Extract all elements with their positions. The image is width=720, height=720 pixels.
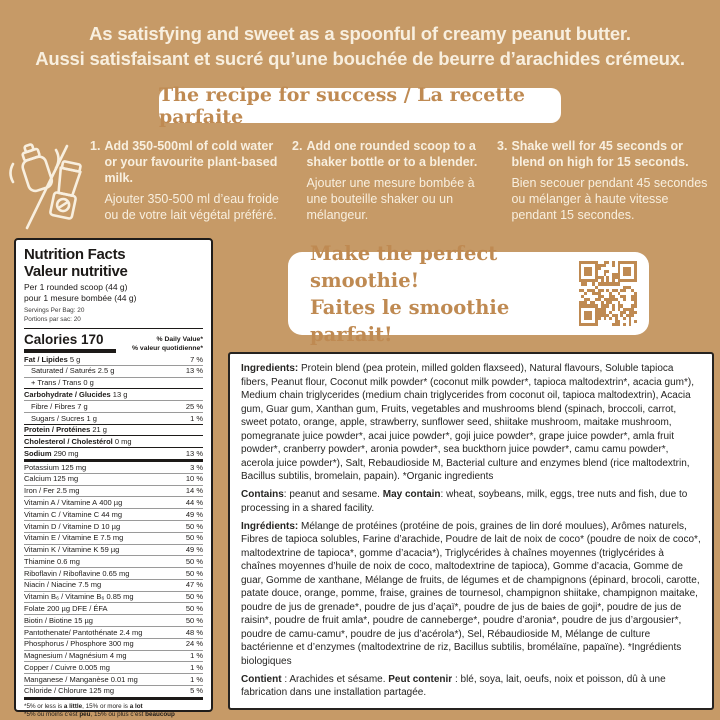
smoothie-callout — [288, 241, 649, 346]
step-1 — [90, 138, 288, 223]
step-1-text-fr: Ajouter 350-500 ml d’eau froide ou de votre lait végétal préféré. — [104, 192, 279, 222]
calories-row — [24, 332, 203, 353]
nutrient-row: Niacin / Niacine 7.5 mg 47 % — [24, 580, 203, 592]
daily-value-header: % Daily Value* % valeur quotidienne* — [131, 336, 203, 352]
nutrient-row: Thiamine 0.6 mg 50 % — [24, 556, 203, 568]
ingredients-fr: Ingrédients: Mélange de protéines (protéine de pois, graines de lin doré moulues), Arômes naturels, Fibres de tapioca solubles, Farine d’arachide, Poudre de lait de noix de coco* (poudre de noix de coco*, maltodextrine de tapioca*, gomme d’acacia*), Triglycérides à chaînes moyennes (triglycérides à chaînes moyennes d’huile de noix de coco, maltodextrine de tapioca), Gomme d’acacia, Gomme de guar, Gomme de xanthane, Mélange de fruits, de légumes et de champignons (épinard, brocoli, carotte, patate douce, orange, pomme, fraise, graines de tournesol, champignon shiitake, champignon maitake, poudre de jus de grenade*, poudre de jus d’açaï*, poudre de jus de baies de goji*, poudre de jus de raisin*, poudre de fruit amla*, poudre de canneberge*, poudre d’aronia*, poudre de jus d’argousier*, poudre de camu-camu*, poudre de jus d’acérola*), Sel, Rébaudioside M, Mélange de culture bactérienne et d’enzymes (maltodextrine de riz, Bacillus subtilis, bromélaïne, papaïne). *Ingrédients biologiques — [241, 520, 701, 667]
step-2 — [292, 138, 478, 223]
nutrient-row: Folate 200 µg DFE / ÉFA 50 % — [24, 603, 203, 615]
ingredients-en: Ingredients: Protein blend (pea protein, milled golden flaxseed), Natural flavours, Soluble tapioca fibers, Peanut flour, Coconut milk powder* (coconut milk powder*, tapioca maltodextrin*, acacia gum*), Medium chain triglycerides (medium chain triglycerides from coconut oil, tapioca maltodextrin), Acacia gum, Guar gum, Xanthan gum, Fruits, vegetables and mushrooms blend (spinach, broccoli, carrot, sweet potato, orange, apple, strawberry, sunflower seed, shiitake mushroom, maitake mushroom, pomegranate juice powder*, acai juice powder*, goji juice powder*, grape juice powder*, amla fruit powder*, cranberry powder*, aronia powder*, sea buckthorn juice powder*, camu camu powder*, acerola juice powder*), Salt, Rebaudioside M, Bacterial culture and enzymes blend (rice maltodextrin, Bacillus subtilis, bromelain, papain). *Organic ingredients — [241, 363, 694, 482]
nutrient-row: Vitamin K / Vitamine K 59 µg 49 % — [24, 545, 203, 557]
ingredients-panel — [228, 352, 714, 710]
nutrient-row: Sugars / Sucres 1 g 1 % — [24, 413, 203, 425]
nutrient-row: Riboflavin / Riboflavine 0.65 mg 50 % — [24, 568, 203, 580]
nutrient-row: Phosphorus / Phosphore 300 mg 24 % — [24, 639, 203, 651]
nutrient-row: Vitamin D / Vitamine D 10 µg 50 % — [24, 521, 203, 533]
nutrient-row: Calcium 125 mg 10 % — [24, 474, 203, 486]
recipe-banner — [159, 83, 561, 128]
smoothie-title-fr: Faites le smoothie parfait! — [310, 295, 510, 346]
step-1-number: 1. — [90, 139, 101, 153]
nutrient-row: Vitamin E / Vitamine E 7.5 mg 50 % — [24, 533, 203, 545]
calories-value: Calories 170 — [24, 332, 104, 347]
qr-code — [579, 261, 637, 327]
nutrient-row: Vitamin A / Vitamine A 400 µg 44 % — [24, 497, 203, 509]
headline — [0, 22, 720, 71]
nutrient-row: Pantothenate/ Pantothénate 2.4 mg 48 % — [24, 627, 203, 639]
headline-en: As satisfying and sweet as a spoonful of creamy peanut butter. — [89, 23, 631, 44]
step-3 — [497, 138, 717, 223]
nutrient-row: Chloride / Chlorure 125 mg 5 % — [24, 686, 203, 700]
servings-per-bag-en: Servings Per Bag: 20 — [24, 307, 85, 314]
nutrient-row: Biotin / Biotine 15 µg 50 % — [24, 615, 203, 627]
nutrition-rows — [24, 354, 203, 700]
step-2-text-en: Add one rounded scoop to a shaker bottle or to a blender. — [306, 139, 478, 169]
nutrient-row: Vitamin B₆ / Vitamine B₆ 0.85 mg 50 % — [24, 592, 203, 604]
smoothie-title — [288, 240, 579, 348]
nutrition-footnote-fr: *5% ou moins c’est peu, 15% ou plus c’est beaucoup — [24, 711, 175, 719]
shaker-blender-icons-svg — [4, 134, 92, 238]
step-1-text-en: Add 350-500ml of cold water or your favourite plant-based milk. — [104, 139, 278, 185]
nutrition-facts-panel — [14, 238, 213, 719]
step-2-number: 2. — [292, 139, 303, 153]
nutrient-row: Manganese / Manganèse 0.01 mg 1 % — [24, 674, 203, 686]
motion-lines-left-icon — [11, 164, 14, 182]
servings-per-bag-fr: Portions par sac: 20 — [24, 315, 81, 323]
step-3-text-en: Shake well for 45 seconds or blend on high for 15 seconds. — [511, 139, 689, 169]
nutrient-row: Cholesterol / Cholestérol 0 mg — [24, 436, 203, 448]
serving-size-fr: pour 1 mesure bombée (44 g) — [24, 293, 137, 303]
recipe-banner-title: The recipe for success / La recette parfaite — [159, 83, 525, 128]
nutrition-footnote-en: *5% or less is a little, 15% or more is a lot — [24, 702, 143, 710]
nutrient-row: Saturated / Saturés 2.5 g 13 % — [24, 366, 203, 378]
nutrition-divider — [24, 328, 203, 329]
nutrient-row: Fat / Lipides 5 g 7 % — [24, 354, 203, 366]
headline-fr: Aussi satisfaisant et sucré qu’une bouchée de beurre d’arachides crémeux. — [35, 47, 685, 69]
contains-fr: Contient : Arachides et sésame. Peut contenir : blé, soya, lait, oeufs, noix et poisson, dû à une fabrication dans une installation partagée. — [241, 673, 666, 698]
nutrition-title-en: Nutrition Facts — [24, 246, 126, 263]
nutrient-row: Fibre / Fibres 7 g 25 % — [24, 401, 203, 413]
nutrient-row: + Trans / Trans 0 g — [24, 378, 203, 390]
nutrient-row: Magnesium / Magnésium 4 mg 1 % — [24, 651, 203, 663]
smoothie-title-en: Make the perfect smoothie! — [310, 241, 498, 292]
serving-size-en: Per 1 rounded scoop (44 g) — [24, 282, 128, 292]
nutrient-row: Vitamin C / Vitamine C 44 mg 49 % — [24, 509, 203, 521]
step-3-number: 3. — [497, 139, 508, 153]
nutrient-row: Potassium 125 mg 3 % — [24, 462, 203, 474]
shaker-blender-icons — [4, 134, 92, 238]
nutrition-title-fr: Valeur nutritive — [24, 262, 128, 280]
contains-en: Contains: peanut and sesame. May contain: wheat, soybeans, milk, eggs, tree nuts and fish, due to processing in a shared facility. — [241, 489, 688, 514]
step-3-text-fr: Bien secouer pendant 45 secondes ou mélanger à haute vitesse pendant 15 secondes. — [511, 176, 708, 222]
nutrient-row: Sodium 290 mg 13 % — [24, 448, 203, 462]
nutrient-row: Copper / Cuivre 0.005 mg 1 % — [24, 662, 203, 674]
calories-underline — [24, 349, 116, 353]
nutrient-row: Protein / Protéines 21 g — [24, 425, 203, 437]
step-2-text-fr: Ajouter une mesure bombée à une bouteille shaker ou un mélangeur. — [306, 176, 475, 222]
nutrient-row: Carbohydrate / Glucides 13 g — [24, 389, 203, 401]
nutrient-row: Iron / Fer 2.5 mg 14 % — [24, 486, 203, 498]
